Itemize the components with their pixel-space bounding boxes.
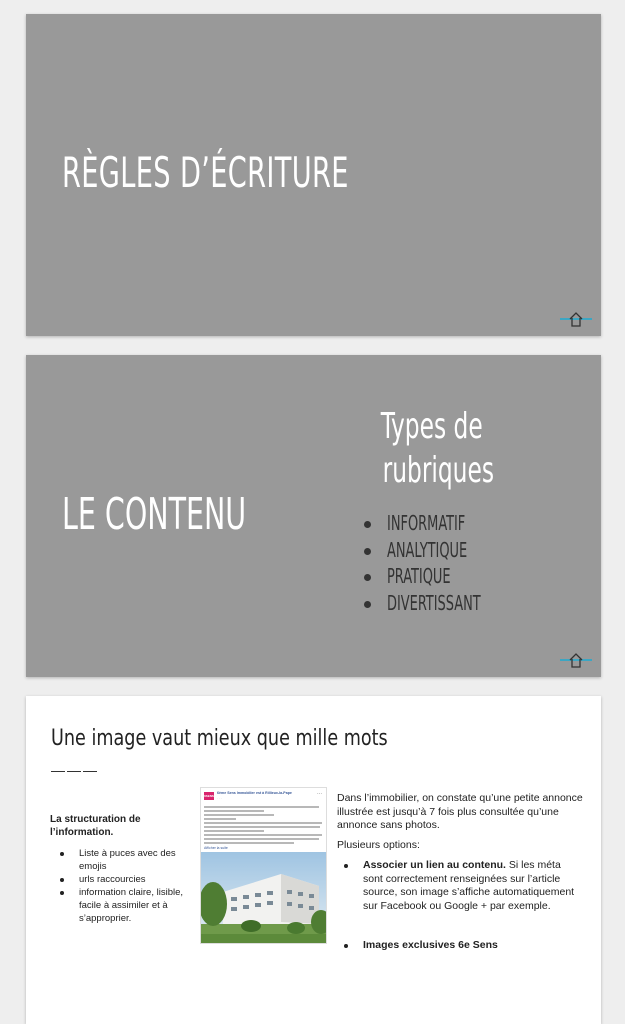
- list-item: Liste à puces avec des emojis: [58, 847, 188, 873]
- facebook-logo: 6SENS: [204, 794, 214, 798]
- list-item: ANALYTIQUE: [362, 538, 517, 565]
- home-button[interactable]: [560, 651, 592, 669]
- show-more-link: Afficher la suite: [204, 846, 228, 850]
- intro-paragraph: Dans l’immobilier, on constate qu’une petite annonce illustrée est jusqu’à 7 fois plus consultée qu’une annonce sans photos.: [337, 792, 583, 831]
- more-options-icon: ···: [317, 791, 322, 797]
- post-date: · · ·: [217, 796, 222, 800]
- home-icon: [568, 310, 584, 328]
- list-item: DIVERTISSANT: [362, 591, 517, 618]
- facebook-post-screenshot: [200, 787, 327, 944]
- list-item: Images exclusives 6e Sens: [343, 939, 583, 953]
- slide-title: RÈGLES D’ÉCRITURE: [62, 148, 349, 197]
- slide-title: LE CONTENU: [62, 489, 247, 540]
- types-rubriques-heading: [361, 405, 494, 493]
- left-heading: La structuration de l’information.: [50, 814, 141, 838]
- left-bullet-list: [58, 847, 188, 925]
- post-header: [204, 791, 324, 803]
- slide-le-contenu: [26, 355, 601, 677]
- title-divider: ———: [51, 762, 99, 778]
- building-photo: [201, 852, 327, 944]
- list-item: information claire, lisible, facile à assimiler et à s’approprier.: [58, 886, 188, 925]
- rubriques-list: [362, 511, 517, 617]
- post-page-name: 6ème Sens Immobilier est à Rillieux-la-Pape: [217, 791, 292, 795]
- slide-image-mille-mots: [26, 696, 601, 1024]
- list-item: Associer un lien au contenu. Si les méta sont correctement renseignées sur l’article source, son image s’affiche automatiquement sur Facebook ou Google + par exemple.: [343, 859, 583, 913]
- home-icon: [568, 651, 584, 669]
- options-label: Plusieurs options:: [337, 839, 420, 851]
- types-heading-line1: Types de: [380, 406, 483, 447]
- slide-regles-ecriture: [26, 14, 601, 336]
- home-button[interactable]: [560, 310, 592, 328]
- types-heading-line2: rubriques: [382, 450, 494, 491]
- options-list: [343, 859, 583, 953]
- list-item: urls raccourcies: [58, 873, 188, 886]
- list-item: INFORMATIF: [362, 511, 517, 538]
- slide-title: Une image vaut mieux que mille mots: [51, 726, 388, 751]
- list-item: PRATIQUE: [362, 564, 517, 591]
